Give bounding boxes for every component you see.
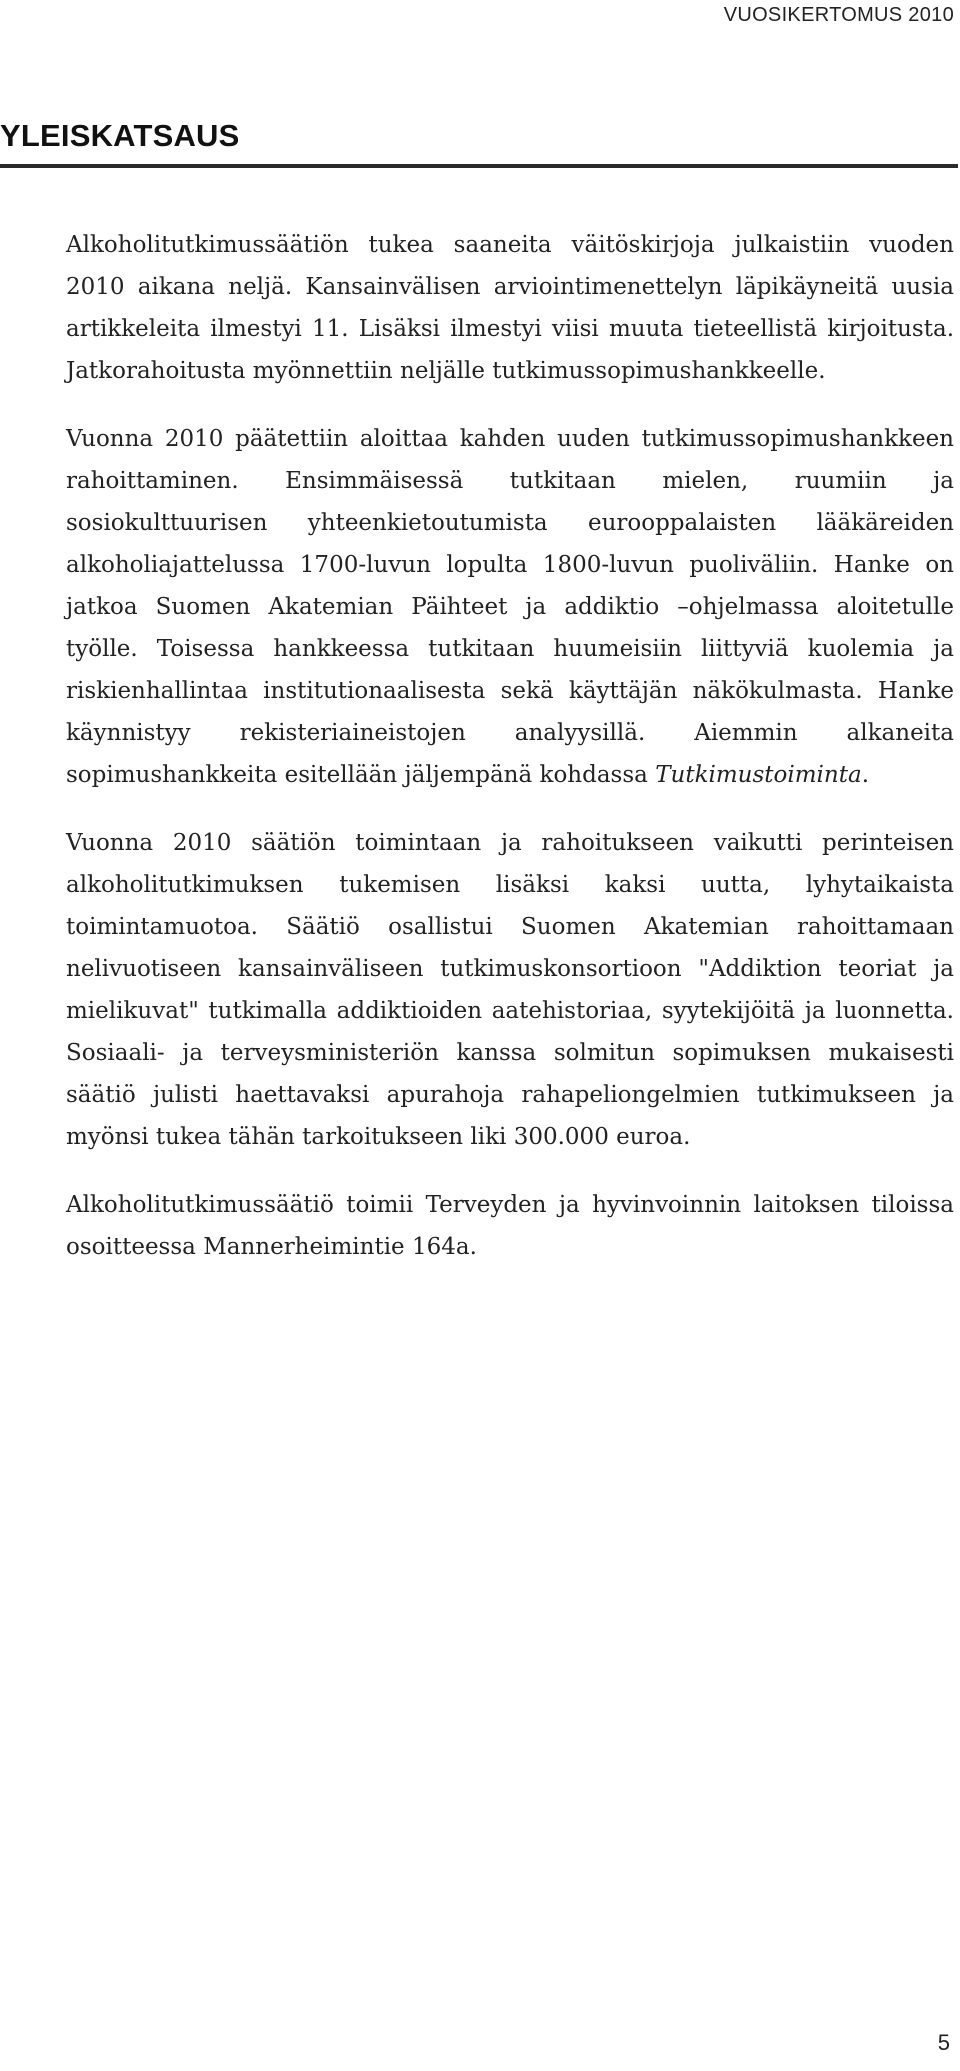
paragraph-new-projects <box>66 418 954 796</box>
paragraph-location: Alkoholitutkimussäätiö toimii Terveyden ja hyvinvoinnin laitoksen tiloissa osoitteessa Mannerheimintie 164a. <box>66 1192 954 1260</box>
paragraph-new-projects-end: . <box>861 762 869 788</box>
body-text <box>66 224 954 1294</box>
page-number: 5 <box>937 2030 950 2055</box>
section-heading: YLEISKATSAUS <box>0 118 240 153</box>
heading-divider <box>0 164 958 168</box>
paragraph-new-activities: Vuonna 2010 säätiön toimintaan ja rahoitukseen vaikutti perinteisen alkoholitutkimuksen tukemisen lisäksi kaksi uutta, lyhytaikaista toimintamuotoa. Säätiö osallistui Suomen Akatemian rahoittamaan nelivuotiseen kansainväliseen tutkimuskonsortioon "Addiktion teoriat ja mielikuvat" tutkimalla addiktioiden aatehistoriaa, syytekijöitä ja luonnetta. Sosiaali- ja terveysministeriön kanssa solmitun sopimuksen mukaisesti säätiö julisti haettavaksi apurahoja rahapeliongelmien tutkimukseen ja myönsi tukea tähän tarkoitukseen liki 300.000 euroa. <box>66 830 954 1150</box>
paragraph-new-projects-text: Vuonna 2010 päätettiin aloittaa kahden uuden tutkimussopimushankkeen rahoittaminen. Ensimmäisessä tutkitaan mielen, ruumiin ja sosiokulttuurisen yhteenkietoutumista eurooppalaisten lääkäreiden alkoholiajattelussa 1700-luvun lopulta 1800-luvun puoliväliin. Hanke on jatkoa Suomen Akatemian Päihteet ja addiktio –ohjelmassa aloitetulle työlle. Toisessa hankkeessa tutkitaan huumeisiin liittyviä kuolemia ja riskienhallintaa institutionaalisesta sekä käyttäjän näkökulmasta. Hanke käynnistyy rekisteriaineistojen analyysillä. Aiemmin alkaneita sopimushankkeita esitellään jäljempänä kohdassa <box>66 426 954 788</box>
paragraph-dissertations: Alkoholitutkimussäätiön tukea saaneita väitöskirjoja julkaistiin vuoden 2010 aikana neljä. Kansainvälisen arviointimenettelyn läpikäyneitä uusia artikkeleita ilmestyi 11. Lisäksi ilmestyi viisi muuta tieteellistä kirjoitusta. Jatkorahoitusta myönnettiin neljälle tutkimussopimushankkeelle. <box>66 232 954 384</box>
section-reference: Tutkimustoiminta <box>655 762 862 788</box>
running-header: VUOSIKERTOMUS 2010 <box>723 4 954 26</box>
